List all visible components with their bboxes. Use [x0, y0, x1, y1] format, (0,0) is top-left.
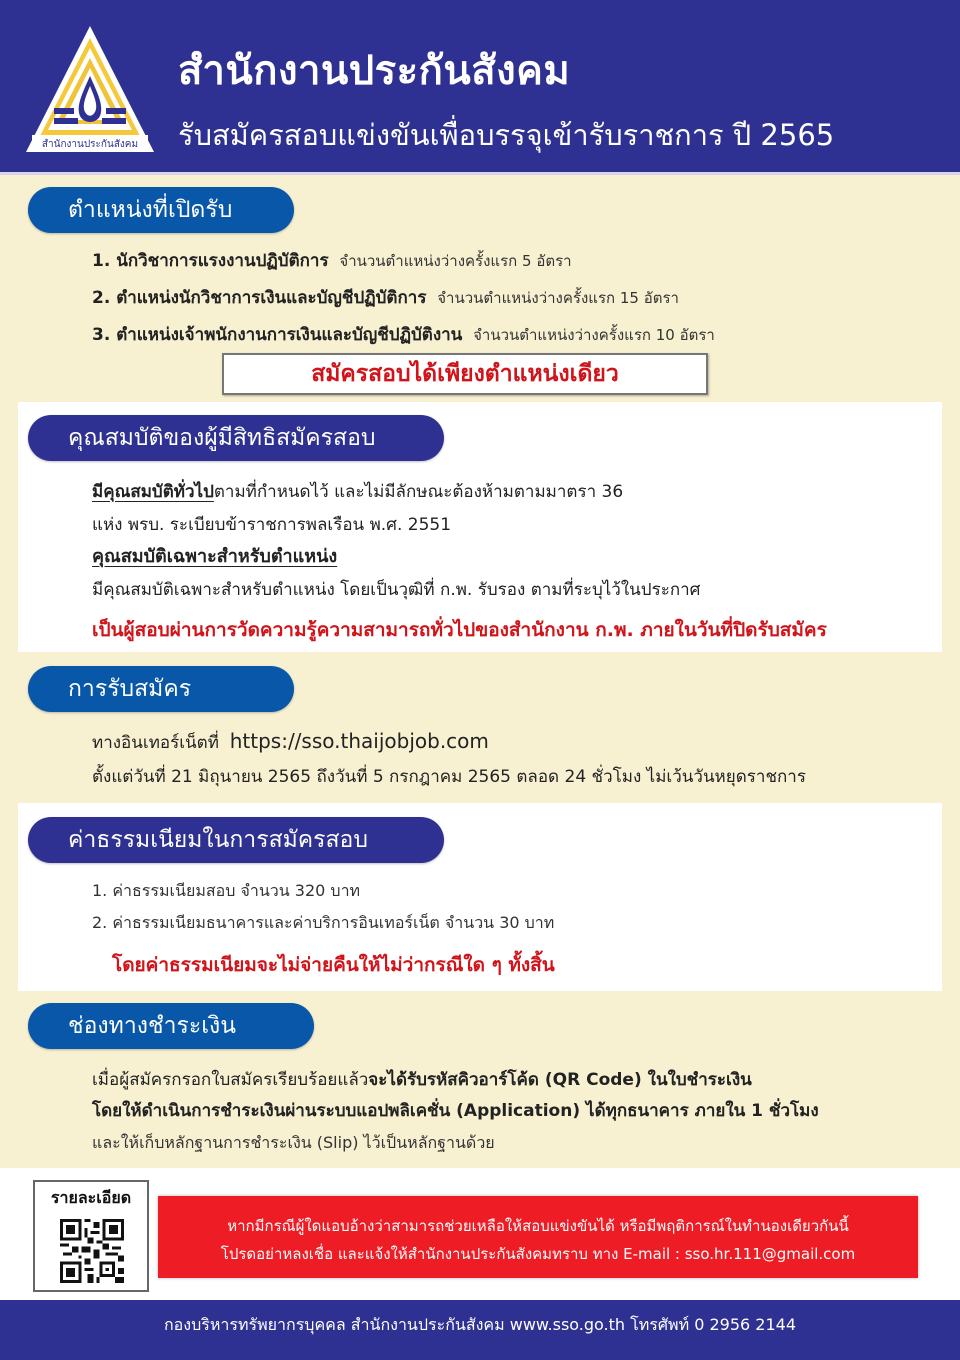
svg-text:สำนักงานประกันสังคม: สำนักงานประกันสังคม: [41, 139, 139, 150]
page-title: สำนักงานประกันสังคม: [178, 48, 571, 94]
payment-line-3: และให้เก็บหลักฐานการชำระเงิน (Slip) ไว้เป็นหลักฐานด้วย: [92, 1133, 495, 1152]
position-detail: จำนวนตำแหน่งว่างครั้งแรก 5 อัตรา: [339, 252, 572, 270]
position-name: 2. ตำแหน่งนักวิชาการเงินและบัญชีปฏิบัติการ: [92, 288, 427, 308]
general-qualification-cont: แห่ง พรบ. ระเบียบข้าราชการพลเรือน พ.ศ. 2551: [92, 515, 452, 535]
fraud-warning-banner: [158, 1196, 918, 1278]
application-channel: [92, 729, 489, 756]
specific-qualification-text: มีคุณสมบัติเฉพาะสำหรับตำแหน่ง โดยเป็นวุฒิที่ ก.พ. รับรอง ตามที่ระบุไว้ในประกาศ: [92, 580, 701, 600]
sso-logo-icon: [24, 24, 156, 154]
specific-qualification-label: คุณสมบัติเฉพาะสำหรับตำแหน่ง: [92, 546, 338, 567]
ocsc-requirement: เป็นผู้สอบผ่านการวัดความรู้ความสามารถทั่วไปของสำนักงาน ก.พ. ภายในวันที่ปิดรับสมัคร: [92, 619, 827, 641]
payment-line-1-normal: เมื่อผู้สมัครกรอกใบสมัครเรียบร้อยแล้ว: [92, 1070, 369, 1090]
single-position-notice: สมัครสอบได้เพียงตำแหน่งเดียว: [222, 353, 708, 395]
header-banner: [0, 0, 960, 172]
payment-line-1: [92, 1066, 752, 1093]
qr-code-icon[interactable]: [60, 1218, 124, 1284]
section-heading-application: การรับสมัคร: [28, 666, 294, 712]
page-subtitle: รับสมัครสอบแข่งขันเพื่อบรรจุเข้ารับราชการ ปี 2565: [178, 118, 835, 152]
footer-contact-text: กองบริหารทรัพยากรบุคคล สำนักงานประกันสังคม www.sso.go.th โทรศัพท์ 0 2956 2144: [163, 1315, 796, 1334]
fee-item: 2. ค่าธรรมเนียมธนาคารและค่าบริการอินเทอร์เน็ต จำนวน 30 บาท: [92, 913, 555, 932]
details-qr-label: รายละเอียด: [50, 1188, 132, 1207]
application-period: ตั้งแต่วันที่ 21 มิถุนายน 2565 ถึงวันที่ 5 กรกฎาคม 2565 ตลอด 24 ชั่วโมง ไม่เว้นวันหยุดราชการ: [92, 767, 806, 787]
position-name: 3. ตำแหน่งเจ้าพนักงานการเงินและบัญชีปฏิบัติงาน: [92, 325, 463, 345]
position-detail: จำนวนตำแหน่งว่างครั้งแรก 10 อัตรา: [473, 326, 715, 344]
non-refundable-notice: โดยค่าธรรมเนียมจะไม่จ่ายคืนให้ไม่ว่ากรณีใด ๆ ทั้งสิ้น: [112, 954, 555, 976]
position-detail: จำนวนตำแหน่งว่างครั้งแรก 15 อัตรา: [437, 289, 679, 307]
section-heading-qualifications: คุณสมบัติของผู้มีสิทธิสมัครสอบ: [28, 415, 444, 461]
general-qualification-label: มีคุณสมบัติทั่วไป: [92, 482, 214, 502]
position-item-1: [92, 247, 572, 274]
position-name: 1. นักวิชาการแรงงานปฏิบัติการ: [92, 251, 329, 271]
fee-item: 1. ค่าธรรมเนียมสอบ จำนวน 320 บาท: [92, 881, 361, 900]
position-item-2: [92, 284, 679, 311]
section-heading-fees: ค่าธรรมเนียมในการสมัครสอบ: [28, 817, 444, 863]
fraud-warning-line-2: โปรดอย่าหลงเชื่อ และแจ้งให้สำนักงานประกันสังคมทราบ ทาง E-mail : sso.hr.111@gmail.com: [220, 1245, 856, 1263]
section-heading-payment: ช่องทางชำระเงิน: [28, 1003, 314, 1049]
header-divider: [0, 172, 960, 175]
footer-bar: [0, 1300, 960, 1360]
fraud-warning-line-1: หากมีกรณีผู้ใดแอบอ้างว่าสามารถช่วยเหลือให้สอบแข่งขันได้ หรือมีพฤติการณ์ในทำนองเดียวกันนี้: [227, 1217, 849, 1235]
details-qr-box[interactable]: [33, 1180, 149, 1292]
general-qualification: [92, 478, 623, 505]
application-url-link[interactable]: https://sso.thaijobjob.com: [229, 729, 489, 753]
payment-line-2: โดยให้ดำเนินการชำระเงินผ่านระบบแอปพลิเคชั่น (Application) ได้ทุกธนาคาร ภายใน 1 ชั่วโมง: [92, 1101, 819, 1121]
application-channel-label: ทางอินเทอร์เน็ตที่: [92, 733, 219, 753]
section-heading-positions: ตำแหน่งที่เปิดรับ: [28, 187, 294, 233]
position-item-3: [92, 321, 715, 348]
payment-line-1-bold: จะได้รับรหัสคิวอาร์โค้ด (QR Code) ในใบชำระเงิน: [368, 1070, 752, 1090]
general-qualification-text: ตามที่กำหนดไว้ และไม่มีลักษณะต้องห้ามตามมาตรา 36: [213, 482, 624, 502]
